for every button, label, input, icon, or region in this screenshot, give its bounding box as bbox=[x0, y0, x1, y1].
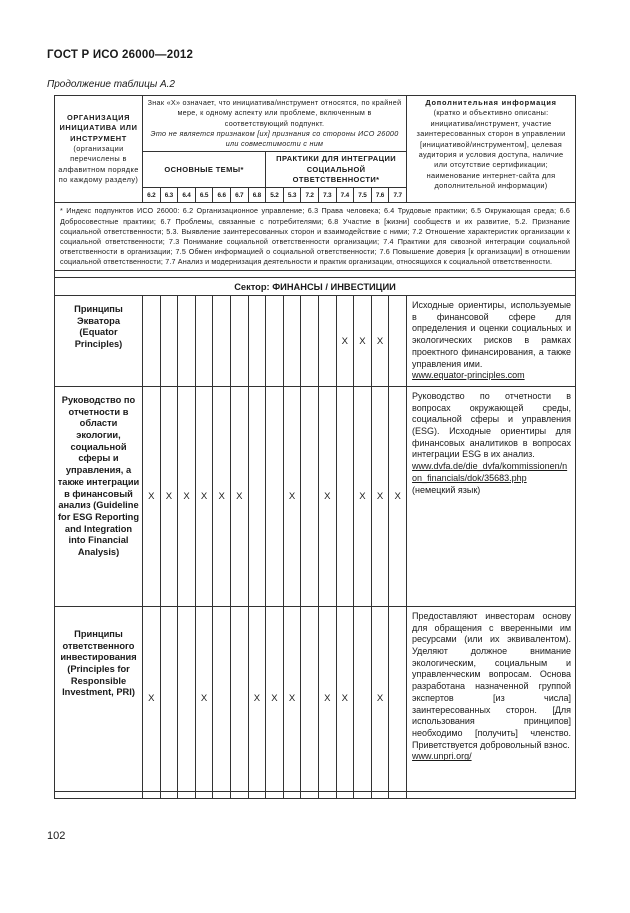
applicability-mark: X bbox=[318, 386, 336, 606]
org-column-title: ОРГАНИЗАЦИЯ ИНИЦИАТИВА ИЛИ ИНСТРУМЕНТ bbox=[59, 112, 138, 143]
initiatives-table bbox=[54, 95, 576, 799]
document-title: ГОСТ Р ИСО 26000—2012 bbox=[47, 49, 194, 61]
info-column-note: (кратко и объективно описаны: инициатива/инструмент, участие заинтересованных сторон в управлении [инициативой/инструментом], целевая аудитория и условия доступа, наличие или отсутствие сертификации; наименование интернет-сайта для дополнительной информации) bbox=[416, 108, 566, 191]
applicability-mark bbox=[213, 296, 231, 387]
applicability-mark: X bbox=[213, 386, 231, 606]
org-column-note: (организации перечислены в алфавитном порядке по каждому разделу) bbox=[58, 144, 139, 185]
applicability-mark bbox=[230, 296, 248, 387]
applicability-mark bbox=[301, 606, 319, 791]
initiative-name: Принципы ответственного инвестирования (Principles for Responsible Investment, PRI) bbox=[55, 606, 143, 791]
empty-cell bbox=[230, 791, 248, 798]
mark-explanation-line2: Это не является признаком [их] признания со стороны ИСО 26000 или совместимости с ним bbox=[150, 128, 399, 149]
applicability-mark: X bbox=[336, 296, 354, 387]
empty-cell bbox=[266, 791, 284, 798]
info-description: Руководство по отчетности в вопросах окружающей среды, социальной сферы и управления (ESG). Исходные ориентиры для финансовых аналитиков в вопросах интеграции ESG в их анализ. bbox=[412, 390, 572, 460]
empty-cell bbox=[318, 791, 336, 798]
applicability-mark bbox=[195, 296, 213, 387]
applicability-mark: X bbox=[248, 606, 266, 791]
language-note: (немецкий язык) bbox=[412, 484, 481, 495]
info-description: Исходные ориентиры, используемые в финансовой сфере для определения и оценки социальных и экологических рисков в рамках проектного финансирования, а также управления ими. bbox=[412, 300, 572, 369]
practices-header: ПРАКТИКИ ДЛЯ ИНТЕГРАЦИИ СОЦИАЛЬНОЙ ОТВЕТСТВЕННОСТИ* bbox=[266, 152, 407, 188]
core-subjects-header: ОСНОВНЫЕ ТЕМЫ* bbox=[143, 152, 266, 188]
table-row bbox=[55, 386, 576, 606]
applicability-mark bbox=[318, 296, 336, 387]
applicability-mark bbox=[178, 606, 196, 791]
applicability-mark bbox=[213, 606, 231, 791]
applicability-mark: X bbox=[371, 296, 389, 387]
table-continuation-row bbox=[55, 791, 576, 798]
applicability-mark: X bbox=[195, 606, 213, 791]
applicability-mark: X bbox=[336, 606, 354, 791]
applicability-mark bbox=[160, 296, 178, 387]
applicability-mark bbox=[336, 386, 354, 606]
applicability-mark: X bbox=[354, 386, 372, 606]
table-row bbox=[55, 296, 576, 387]
applicability-mark bbox=[301, 296, 319, 387]
additional-info bbox=[407, 296, 576, 387]
empty-cell bbox=[283, 791, 301, 798]
applicability-mark bbox=[266, 386, 284, 606]
applicability-mark: X bbox=[266, 606, 284, 791]
spacer-row bbox=[55, 271, 576, 278]
info-column-header bbox=[407, 96, 576, 203]
applicability-mark bbox=[354, 606, 372, 791]
subclause-legend: * Индекс подпунктов ИСО 26000: 6.2 Организационное управление; 6.3 Права человека; 6.4 Трудовые практики; 6.5 Окружающая среда; 6.6 Добросовестные практики; 6.7 Проблемы, связанные с потребителями; 6.8 Участие в [жизни] сообществ и их развитие, 5.2. Признание социальной ответственности; 5.3. Выявление заинтересованных сторон и взаимодействие с ними; 7.2 Отношение характеристик организации к социальной ответственности; 7.3 Понимание социальной ответственности организации; 7.4 Практики для сквозной интеграции социальной ответственности в организации; 7.5 Обмен информацией о социальной ответственности; 7.6 Повышение доверия [к организации] в отношении социальной ответственности; 7.7 Анализ и модернизация деятельности и практик организации, относящихся к социальной ответственности. bbox=[55, 203, 576, 271]
subclause-col-header: 6.6 bbox=[213, 188, 231, 203]
subclause-col-header: 5.3 bbox=[283, 188, 301, 203]
applicability-mark bbox=[248, 296, 266, 387]
website-link[interactable]: www.equator-principles.com bbox=[412, 370, 525, 381]
applicability-mark: X bbox=[371, 606, 389, 791]
subclause-col-header: 7.4 bbox=[336, 188, 354, 203]
subclause-col-header: 6.7 bbox=[230, 188, 248, 203]
empty-cell bbox=[55, 791, 143, 798]
subclause-col-header: 5.2 bbox=[266, 188, 284, 203]
additional-info bbox=[407, 386, 576, 606]
subclause-col-header: 7.3 bbox=[318, 188, 336, 203]
applicability-mark bbox=[160, 606, 178, 791]
applicability-mark: X bbox=[195, 386, 213, 606]
applicability-mark bbox=[178, 296, 196, 387]
empty-cell bbox=[407, 791, 576, 798]
applicability-mark bbox=[266, 296, 284, 387]
empty-cell bbox=[178, 791, 196, 798]
empty-cell bbox=[248, 791, 266, 798]
table-continuation-label: Продолжение таблицы А.2 bbox=[47, 79, 175, 90]
subclause-col-header: 6.4 bbox=[178, 188, 196, 203]
applicability-mark bbox=[143, 296, 161, 387]
empty-cell bbox=[336, 791, 354, 798]
subclause-col-header: 6.8 bbox=[248, 188, 266, 203]
subclause-col-header: 7.5 bbox=[354, 188, 372, 203]
table-row bbox=[55, 606, 576, 791]
applicability-mark: X bbox=[160, 386, 178, 606]
applicability-mark bbox=[389, 606, 407, 791]
subclause-col-header: 7.7 bbox=[389, 188, 407, 203]
applicability-mark bbox=[230, 606, 248, 791]
empty-cell bbox=[213, 791, 231, 798]
applicability-mark: X bbox=[178, 386, 196, 606]
applicability-mark: X bbox=[283, 386, 301, 606]
applicability-mark bbox=[283, 296, 301, 387]
empty-cell bbox=[160, 791, 178, 798]
empty-cell bbox=[143, 791, 161, 798]
empty-cell bbox=[371, 791, 389, 798]
applicability-mark: X bbox=[283, 606, 301, 791]
website-link[interactable]: www.dvfa.de/die_dvfa/kommissionen/non_financials/dok/35683.php bbox=[412, 461, 568, 483]
subclause-col-header: 7.6 bbox=[371, 188, 389, 203]
info-column-title: Дополнительная информация bbox=[425, 98, 557, 107]
applicability-mark: X bbox=[318, 606, 336, 791]
mark-explanation bbox=[143, 96, 407, 152]
info-description: Предоставляют инвесторам основу для обращения с вверенными им ресурсами (или их эквивалентом). Уделяют должное внимание экологическим, социальным и управленческим вопросам. Основа разработана назначенной группой экспертов [из числа] заинтересованных сторон. [Для использования принципов] необходимо [получить] членство. Приветствуется добровольный взнос. bbox=[412, 610, 572, 750]
empty-cell bbox=[354, 791, 372, 798]
subclause-col-header: 6.3 bbox=[160, 188, 178, 203]
empty-cell bbox=[389, 791, 407, 798]
sector-header: Сектор: ФИНАНСЫ / ИНВЕСТИЦИИ bbox=[55, 278, 576, 296]
org-column-header bbox=[55, 96, 143, 203]
applicability-mark: X bbox=[230, 386, 248, 606]
subclause-col-header: 7.2 bbox=[301, 188, 319, 203]
page-number: 102 bbox=[47, 830, 66, 842]
empty-cell bbox=[301, 791, 319, 798]
subclause-col-header: 6.2 bbox=[143, 188, 161, 203]
additional-info bbox=[407, 606, 576, 791]
mark-explanation-line1: Знак «Х» означает, что инициатива/инструмент относятся, по крайней мере, к одному аспекту или проблеме, включенным в соответствующий подпункт. bbox=[147, 98, 402, 128]
applicability-mark: X bbox=[389, 386, 407, 606]
website-link[interactable]: www.unpri.org/ bbox=[412, 751, 472, 762]
applicability-mark: X bbox=[143, 606, 161, 791]
applicability-mark: X bbox=[354, 296, 372, 387]
applicability-mark: X bbox=[371, 386, 389, 606]
applicability-mark bbox=[301, 386, 319, 606]
empty-cell bbox=[195, 791, 213, 798]
applicability-mark bbox=[389, 296, 407, 387]
applicability-mark bbox=[248, 386, 266, 606]
subclause-col-header: 6.5 bbox=[195, 188, 213, 203]
initiative-name: Принципы Экватора (Equator Principles) bbox=[55, 296, 143, 387]
initiative-name: Руководство по отчетности в области экологии, социальной сферы и управления, а также интеграции в финансовый анализ (Guideline for ESG Reporting and Integration into Financial Analysis) bbox=[55, 386, 143, 606]
applicability-mark: X bbox=[143, 386, 161, 606]
